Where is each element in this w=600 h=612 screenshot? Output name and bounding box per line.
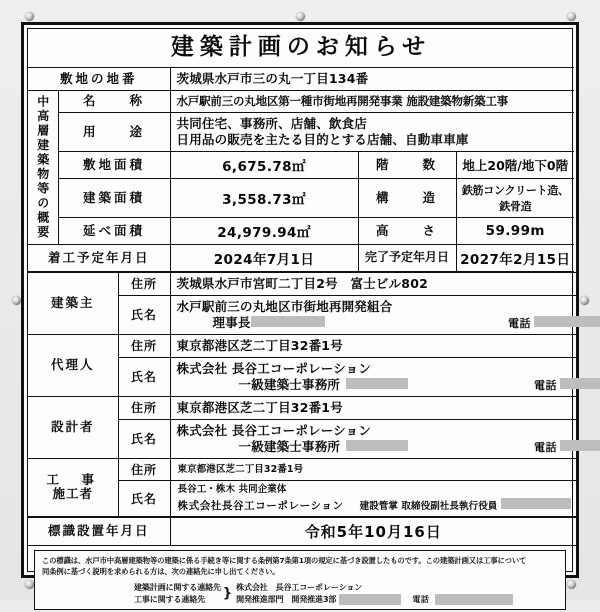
height-label: 高 さ <box>358 217 456 244</box>
phone-label: 電話 <box>508 316 531 330</box>
contractor-role-line2: 施工者 <box>52 486 93 502</box>
phone-label: 電話 <box>534 440 557 454</box>
owner-name-line1: 水戸駅前三の丸地区市街地再開発組合 <box>176 298 393 314</box>
designer-name <box>170 419 576 458</box>
end-date-label: 完了予定年月日 <box>358 244 456 271</box>
agent-name-line1: 株式会社 長谷工コーポレーション <box>176 360 372 376</box>
name-label: 氏名 <box>118 419 170 458</box>
designer-office: 一級建築士事務所 <box>238 438 341 454</box>
contact-department: 開発推進部門 開発推進3部 <box>236 594 337 604</box>
contractor-address: 東京都港区芝二丁目32番1号 <box>170 458 576 480</box>
owner-title: 理事長 <box>212 314 251 330</box>
bolt-icon <box>12 296 21 305</box>
redaction-box <box>346 440 408 451</box>
brace-icon: } <box>222 585 233 601</box>
contact-label-plan: 建築計画に関する連絡先 <box>134 582 221 592</box>
name-label: 氏名 <box>118 357 170 396</box>
phone-label: 電話 <box>534 378 557 392</box>
footer-note <box>28 546 572 612</box>
table-row <box>28 244 574 271</box>
contractor-jv-name: 長谷工・株木 共同企業体 <box>177 483 287 495</box>
name-value: 水戸駅前三の丸地区第一種市街地再開発事業 施設建築物新築工事 <box>170 91 574 113</box>
party-role-designer: 設計者 <box>28 396 118 458</box>
outline-label: 中高層建築物等の概要 <box>35 94 50 240</box>
sign-date-table <box>28 517 576 546</box>
redaction-box <box>251 316 325 327</box>
height-value: 59.99m <box>456 217 574 244</box>
address-label: 住所 <box>118 272 170 295</box>
contractor-officer-title: 建設管掌 取締役副社長執行役員 <box>359 500 498 512</box>
redaction-box <box>534 316 600 327</box>
bolt-icon <box>580 296 589 305</box>
construction-notice-board <box>21 22 579 604</box>
owner-name <box>170 295 576 334</box>
site-lot-value: 茨城県水戸市三の丸一丁目134番 <box>170 68 574 91</box>
designer-name-line1: 株式会社 長谷工コーポレーション <box>176 422 372 438</box>
site-area-label: 敷地面積 <box>58 151 170 178</box>
site-area-value: 6,675.78㎡ <box>170 151 358 178</box>
table-row <box>28 29 574 68</box>
start-date-label: 着工予定年月日 <box>28 244 170 271</box>
table-row <box>28 68 574 91</box>
sign-date-value: 令和5年10月16日 <box>170 517 576 545</box>
redaction-box <box>346 378 408 389</box>
agent-name <box>170 357 576 396</box>
bolt-icon <box>296 12 305 21</box>
table-row <box>28 178 574 217</box>
contractor-name <box>170 480 576 516</box>
table-row <box>28 91 574 113</box>
designer-address: 東京都港区芝二丁目32番1号 <box>170 396 576 419</box>
bolt-icon <box>25 12 34 21</box>
structure-value: 鉄筋コンクリート造、鉄骨造 <box>456 178 574 217</box>
owner-address: 茨城県水戸市宮町二丁目2号 富士ビル802 <box>170 272 576 295</box>
structure-label: 構 造 <box>358 178 456 217</box>
site-lot-label: 敷地の地番 <box>28 68 170 91</box>
total-floor-area-label: 延べ面積 <box>58 217 170 244</box>
table-row <box>28 334 576 357</box>
footer-note-line2: 同条例に基づく説明を求められる方は、次の連絡先に申し出てください。 <box>42 566 280 576</box>
contact-company: 株式会社 長谷工コーポレーション <box>236 582 363 592</box>
address-label: 住所 <box>118 458 170 480</box>
bolt-icon <box>567 12 576 21</box>
building-area-label: 建築面積 <box>58 178 170 217</box>
table-row <box>28 217 574 244</box>
agent-office: 一級建築士事務所 <box>238 376 341 392</box>
party-role-contractor <box>28 458 118 516</box>
contractor-company: 株式会社長谷工コーポレーション <box>177 499 344 512</box>
footer-note-line1: この標識は、水戸市中高層建築物等の建築に係る手続き等に関する条例第7条第1項の規定に基づき設置したものです。この建築計画又は工事について <box>42 555 527 565</box>
redaction-box <box>560 440 600 451</box>
address-label: 住所 <box>118 396 170 419</box>
use-value <box>170 112 574 151</box>
table-row <box>28 517 576 545</box>
redaction-box <box>501 498 571 509</box>
footer-contact <box>42 582 559 606</box>
address-label: 住所 <box>118 334 170 357</box>
contractor-role-line1: 工 事 <box>46 472 99 488</box>
table-row <box>28 151 574 178</box>
phone-label: 電話 <box>412 594 430 604</box>
parties-table <box>28 272 576 517</box>
name-label: 名 称 <box>58 91 170 113</box>
floors-label: 階 数 <box>358 151 456 178</box>
contact-label-works: 工事に関する連絡先 <box>134 594 206 604</box>
outline-label-cell <box>28 91 58 245</box>
floors-value: 地上20階/地下0階 <box>456 151 574 178</box>
use-value-line1: 共同住宅、事務所、店舗、飲食店 <box>176 115 368 131</box>
name-label: 氏名 <box>118 295 170 334</box>
table-row <box>28 396 576 419</box>
building-area-value: 3,558.73㎡ <box>170 178 358 217</box>
use-label: 用 途 <box>58 112 170 151</box>
party-role-agent: 代理人 <box>28 334 118 396</box>
agent-address: 東京都港区芝二丁目32番1号 <box>170 334 576 357</box>
name-label: 氏名 <box>118 480 170 516</box>
party-role-owner: 建築主 <box>28 272 118 334</box>
end-date-value: 2027年2月15日 <box>456 244 574 271</box>
redaction-box <box>560 378 600 389</box>
start-date-value: 2024年7月1日 <box>170 244 358 271</box>
total-floor-area-value: 24,979.94㎡ <box>170 217 358 244</box>
table-row <box>28 272 576 295</box>
use-value-line2: 日用品の販売を主たる目的とする店舗、自動車車庫 <box>176 131 469 147</box>
table-row <box>28 112 574 151</box>
notice-table <box>28 29 574 272</box>
table-row <box>28 458 576 480</box>
page-title: 建築計画のお知らせ <box>28 29 574 68</box>
sign-date-label: 標識設置年月日 <box>28 517 170 545</box>
